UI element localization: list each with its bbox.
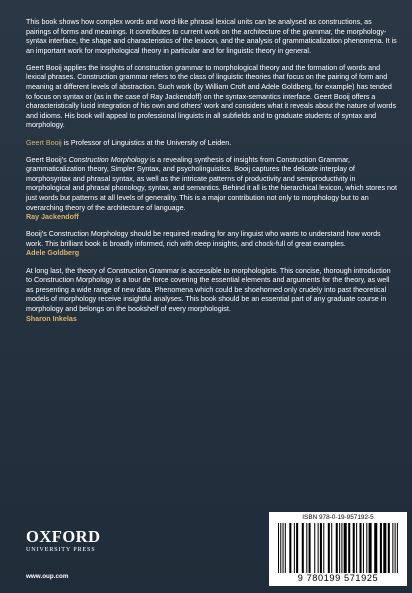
barcode-bar <box>388 523 390 573</box>
description-paragraph-1: This book shows how complex words and word-like phrasal lexical units can be analysed as constructions, as pairings of forms and meanings. It contributes to current work on the architecture of the grammar, the morphology-syntax interface, the shape and characteristics of the lexicon, and the analysis of grammaticalization phenomena. It is an important work for morphological theory in particular and for linguistic theory in general. <box>26 18 397 55</box>
barcode-bar <box>320 523 322 573</box>
barcode-bar <box>306 523 307 573</box>
endorsement-3-author: Sharon Inkelas <box>26 314 77 323</box>
description-paragraph-2: Geert Booij applies the insights of construction grammar to morphological theory and the formation of words and lexical phrases. Construction grammar refers to the class of linguistic theories that focus on the pairing of form and meaning at different levels of abstraction. Such work (by William Croft and Adele Goldberg, for example) has tended to focus on syntax or (as in the case of Ray Jackendoff) on the syntax-semantics interface. Geert Booij offers a characteristically lucid integration of his own and others' work and considers what it reveals about the nature of words and idioms. His book will appeal to professional linguists in all subfields and to graduate students of syntax and morphology. <box>26 63 397 130</box>
barcode-bar <box>360 523 362 573</box>
endorsement-2 <box>26 230 398 259</box>
barcode-bar <box>374 523 377 573</box>
endorsement-1-text: is a revealing synthesis of insights from Construction Grammar, grammaticalization theory, Simpler Syntax, and psycholinguistics. Booij captures the delicate interplay of morphosyntax and phrasal syntax, as well as the intricate patterns of productivity and semiproductivity in morphological and phrasal phonology, syntax, and semantics. Behind it all is the hierarchical lexicon, which stores not just words but patterns at all levels of generality. This is a major contribution not only to morphology but to an overarching theory of the architecture of language. <box>26 155 397 212</box>
barcode-bar <box>392 523 393 573</box>
barcode-bar <box>353 523 355 573</box>
barcode-bar <box>397 523 398 573</box>
barcode-bar <box>339 523 340 573</box>
blurb-text <box>26 18 398 332</box>
barcode-bar <box>323 523 324 573</box>
barcode-bar <box>356 523 357 573</box>
endorsement-1-book-title: Construction Morphology <box>68 155 149 164</box>
barcode-bar <box>328 523 330 573</box>
endorsement-1-author: Ray Jackendoff <box>26 213 79 222</box>
endorsement-1 <box>26 156 398 223</box>
barcode-bar <box>380 523 382 573</box>
barcode-icon <box>276 523 400 573</box>
barcode-bar <box>285 523 286 573</box>
barcode-bar <box>383 523 386 573</box>
endorsement-2-text: Booij's Construction Morphology should be required reading for any linguist who wants to understand how words work. This brilliant book is broadly informed, rich with deep insights, and chock-full of great examples. <box>26 230 381 248</box>
barcode-bar <box>344 523 347 573</box>
endorsement-2-author: Adele Goldberg <box>26 249 80 258</box>
barcode-bar <box>314 523 315 573</box>
barcode-digits: 9 780199 571925 <box>297 573 379 583</box>
barcode-box <box>269 512 407 586</box>
barcode-bar <box>366 523 367 573</box>
barcode-bar <box>336 523 338 573</box>
barcode-bar <box>369 523 372 573</box>
publisher-logo: OXFORD <box>26 527 101 546</box>
barcode-bar <box>395 523 396 573</box>
author-bio-text: is Professor of Linguistics at the University of Leiden. <box>61 138 232 147</box>
barcode-bar <box>302 523 304 573</box>
barcode-bar <box>294 523 295 573</box>
barcode-bar <box>296 523 298 573</box>
endorsement-3 <box>26 267 398 325</box>
author-bio-name: Geert Booij <box>26 138 62 147</box>
barcode-bar <box>278 523 279 573</box>
barcode-bar <box>318 523 319 573</box>
barcode-bar <box>309 523 311 573</box>
barcode-bar <box>363 523 364 573</box>
barcode-bar <box>331 523 332 573</box>
isbn-label: ISBN 978-0-19-957192-5 <box>302 514 374 521</box>
endorsement-3-text: At long last, the theory of Construction Grammar is accessible to morphologists. This concise, thorough introduction to Construction Morphology is a tour de force covering the essential elements and arguments for the theory, as well as presenting a wide range of new data. Phenomena which could be shoehorned only crudely into past theoretical models of morphology receive insightful analyses. This book should be an essential part of any graduate course in morphology and belongs on the bookshelf of every morphologist. <box>26 266 391 313</box>
barcode-bar <box>341 523 342 573</box>
barcode-bar <box>280 523 281 573</box>
publisher-subtitle: UNIVERSITY PRESS <box>26 546 96 553</box>
publisher-url: www.oup.com <box>26 573 69 580</box>
barcode-bar <box>348 523 350 573</box>
author-bio <box>26 139 398 149</box>
endorsement-1-lead: Geert Booij's <box>26 155 69 164</box>
barcode-bar <box>289 523 291 573</box>
barcode-bar <box>283 523 284 573</box>
